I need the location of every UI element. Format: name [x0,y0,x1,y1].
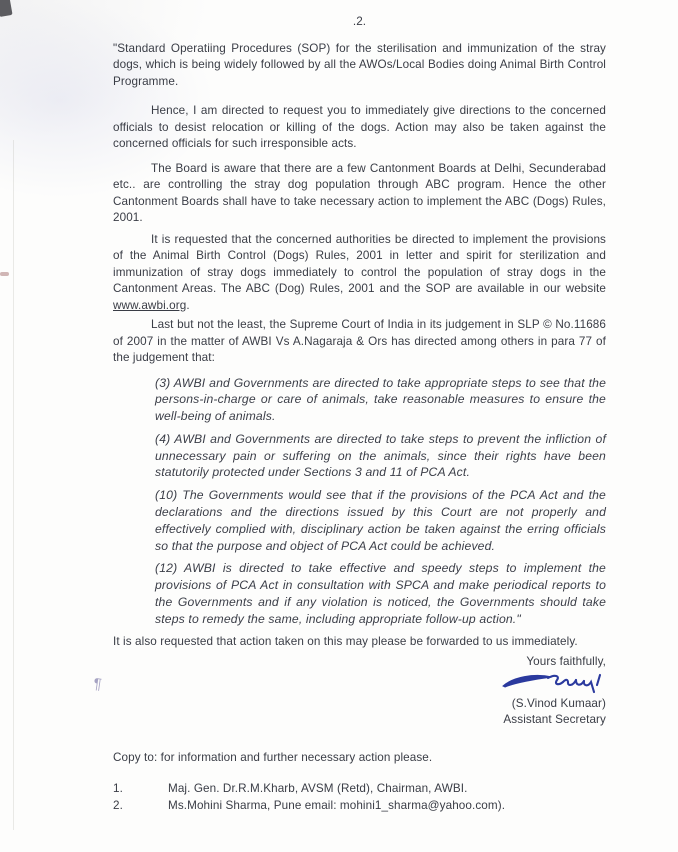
paragraph-supreme-court: Last but not the least, the Supreme Court of India in its judgement in SLP © No.11686 of 2007 in the matter of AWBI Vs A.Nagaraja & Ors has directed among others in para 77 of the judgement that: [113,318,606,364]
paper-edge-line [13,140,14,830]
signatory-title: Assistant Secretary [503,713,606,727]
signatory-name: (S.Vinod Kumaar) [511,697,606,711]
letter-body [113,14,606,815]
list-item-text: Ms.Mohini Sharma, Pune email: mohini1_sharma@yahoo.com). [168,798,506,812]
list-item-number: 1. [113,781,123,795]
judgement-para-10: (10) The Governments would see that if the provisions of the PCA Act and the declarations and the directions issued by this Court are not properly and effectively complied with, disciplinary action be taken against the erring officials so that the purpose and object of PCA Act could be achieved. [155,488,606,553]
paragraph-abc-rules [113,232,606,315]
signature-icon [113,671,604,697]
closing-block [113,654,606,728]
list-item-text: Maj. Gen. Dr.R.M.Kharb, AVSM (Retd), Chairman, AWBI. [168,781,468,795]
valediction: Yours faithfully, [526,655,606,669]
list-item [113,798,606,814]
paragraph-sop: "Standard Operatiing Procedures (SOP) for the sterilisation and immunization of the stray dogs, which is being widely followed by all the AWOs/Local Bodies doing Animal Birth Control Programme. [113,41,606,88]
judgement-para-3: (3) AWBI and Governments are directed to take appropriate steps to see that the persons-in-charge or care of animals, take reasonable measures to ensure the well-being of animals. [155,375,606,424]
pen-tick-mark: ¶ [91,675,103,694]
copy-to-heading: Copy to: for information and further necessary action please. [113,751,433,765]
paragraph-abc-rules-text: It is requested that the concerned authorities be directed to implement the provisions of the Animal Birth Control (Dogs) Rules, 2001 in letter and spirit for sterilization and immunization of stray dogs immediately to control the population of stray dogs in the Cantonment Areas. The ABC (Dog) Rules, 2001 and the SOP are available in our website [113,232,606,295]
judgement-para-4: (4) AWBI and Governments are directed to take steps to prevent the infliction of unnecessary pain or suffering on the animals, since their rights have been statutorily protected under Sections 3 and 11 of PCA Act. [155,431,606,480]
scan-speck [0,272,9,276]
paragraph-directions: Hence, I am directed to request you to immediately give directions to the concerned officials to desist relocation or killing of the dogs. Action may also be taken against the concerned officials for such irresponsible acts. [113,104,606,150]
list-item [113,781,606,797]
page-number: .2. [352,15,367,28]
awbi-website-link[interactable]: www.awbi.org [113,298,187,312]
paragraph-board-aware: The Board is aware that there are a few Cantonment Boards at Delhi, Secunderabad etc.. are controlling the stray dog population through ABC program. Hence the other Cantonment Boards shall have to take necessary action to implement the ABC (Dogs) Rules, 2001. [113,161,606,224]
paragraph-action-taken: It is also requested that action taken on this may please be forwarded to us immediately. [113,634,578,648]
paragraph-abc-rules-period: . [186,298,190,312]
scan-corner-artifact [0,0,13,17]
judgement-para-12: (12) AWBI is directed to take effective and speedy steps to implement the provisions of PCA Act in consultation with SPCA and make periodical reports to the Governments and if any violation is noticed, the Governments should take steps to remedy the same, including appropriate follow-up action." [155,561,606,626]
list-item-number: 2. [113,798,123,812]
copy-to-list [113,781,606,814]
